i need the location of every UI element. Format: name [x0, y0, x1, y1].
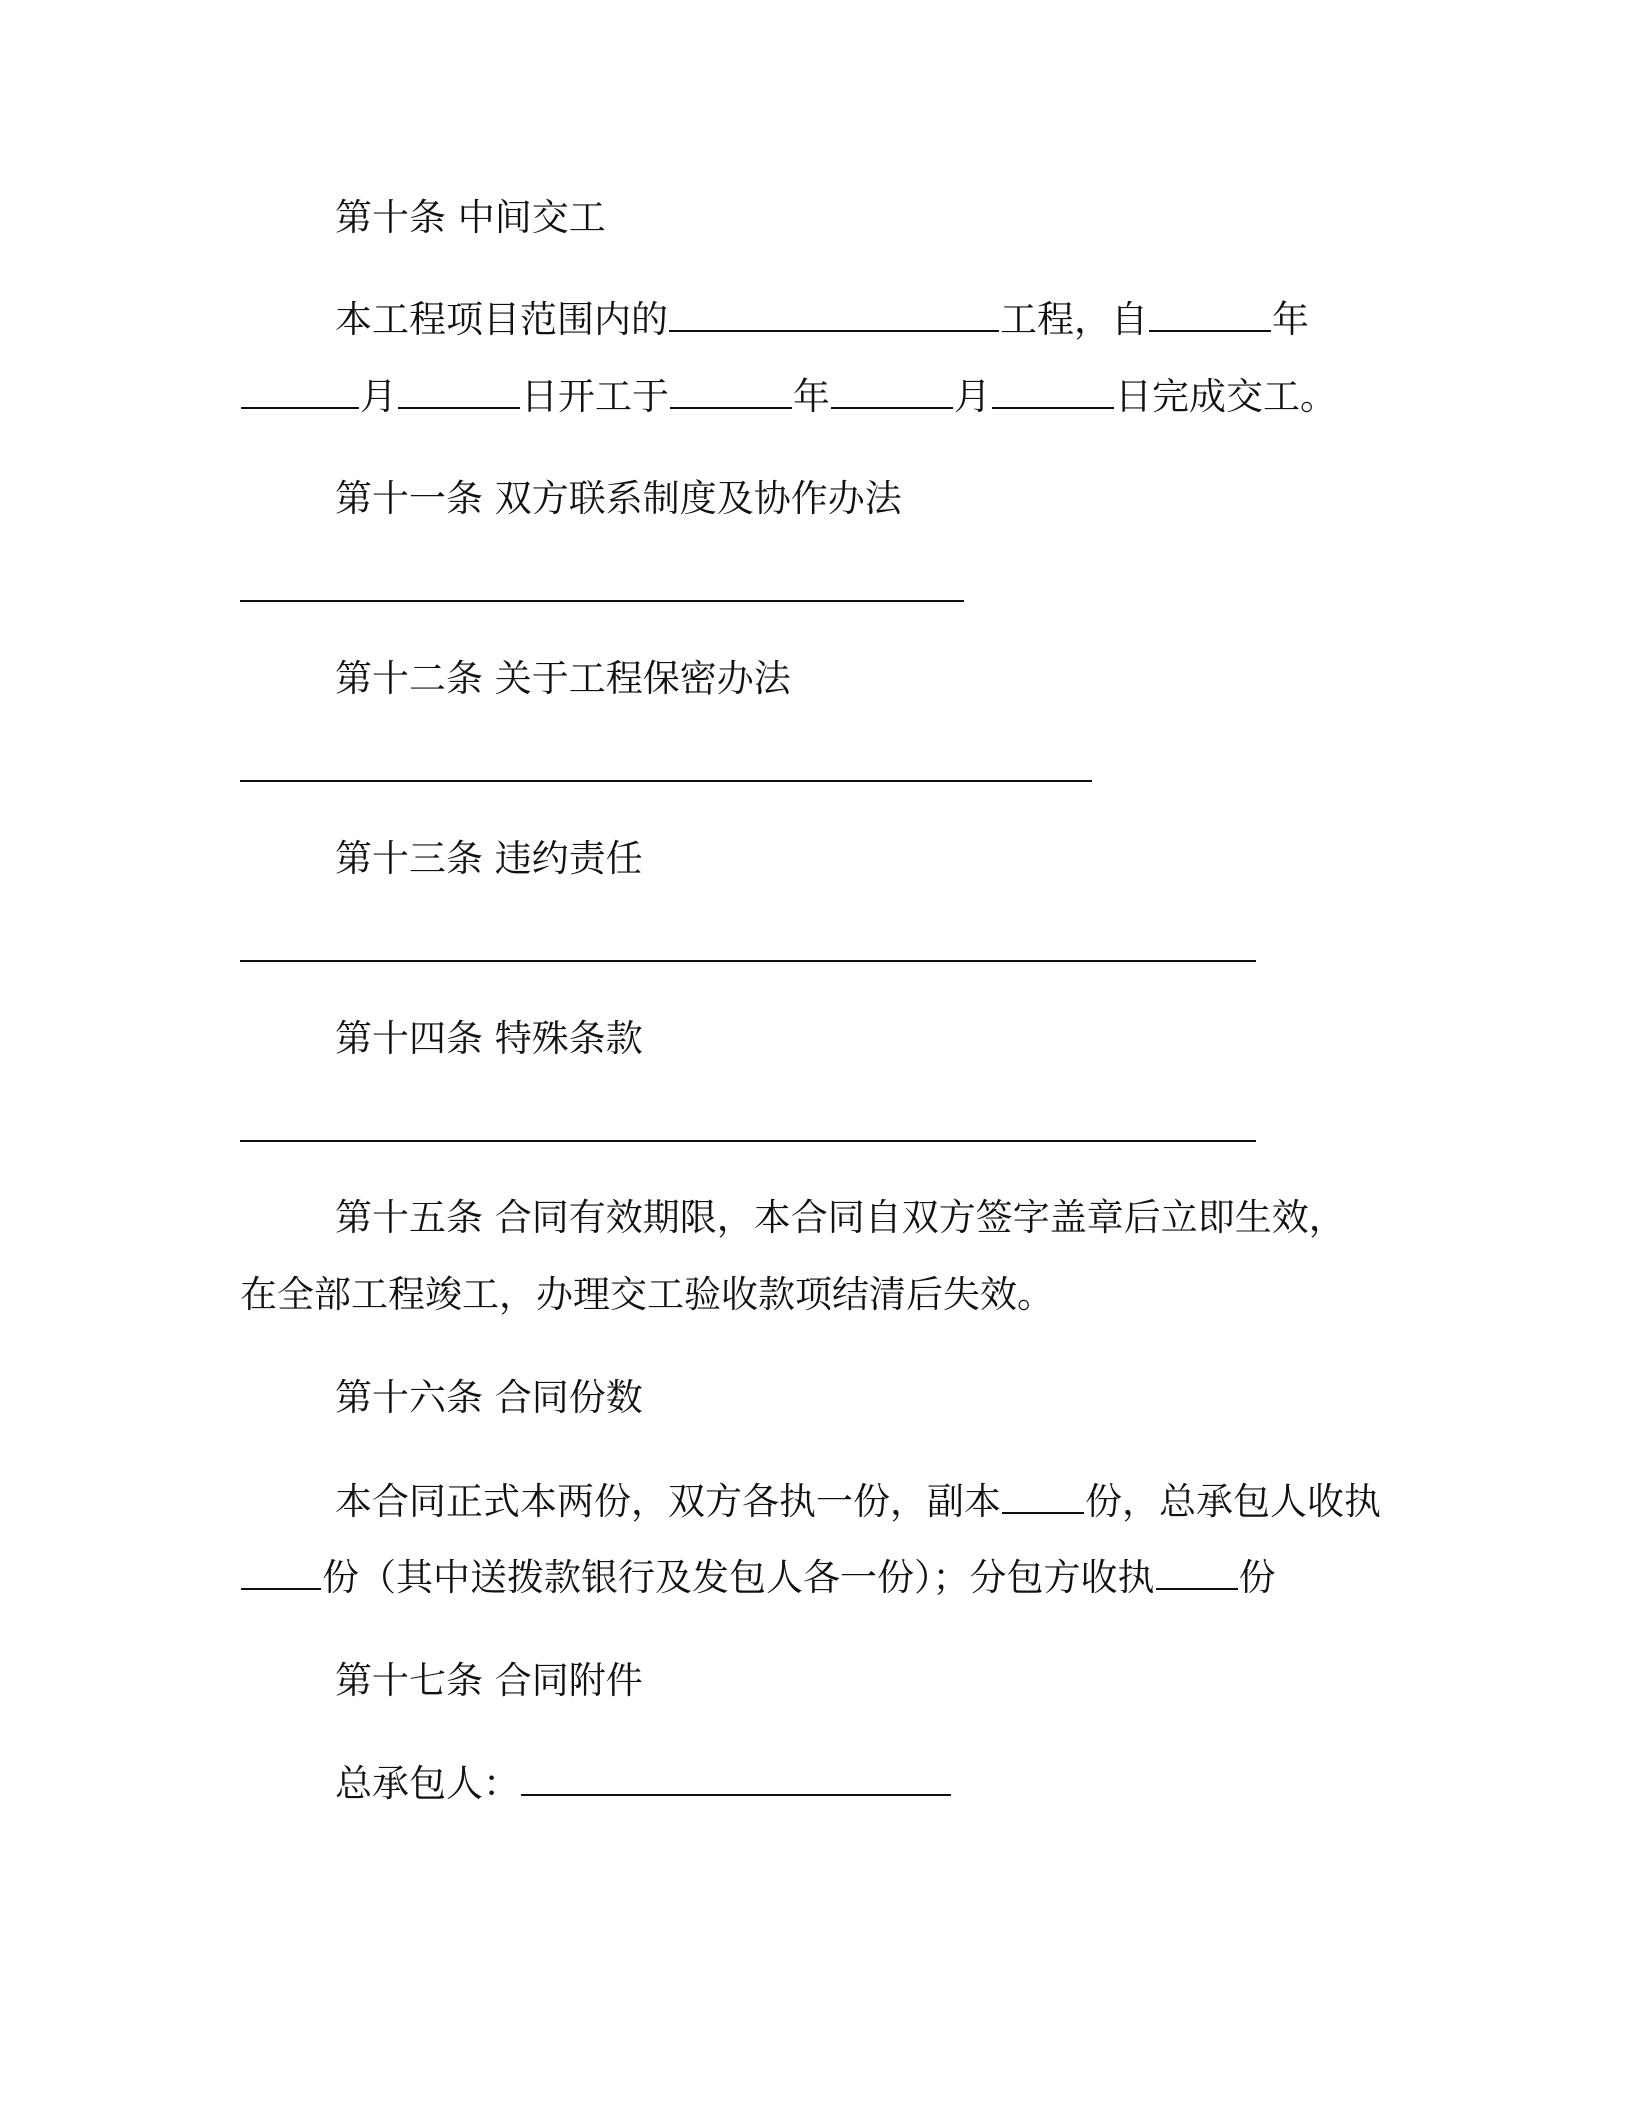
article-10-line-1	[335, 298, 1309, 342]
contractor-name-blank[interactable]	[521, 1762, 951, 1796]
month-label: 月	[360, 375, 397, 418]
article-12-blank-line[interactable]	[240, 780, 1092, 782]
start-month-blank[interactable]	[241, 375, 359, 409]
end-day-label: 日完成交工。	[1115, 375, 1337, 418]
start-day-blank[interactable]	[398, 375, 520, 409]
copies-blank[interactable]	[1002, 1480, 1084, 1514]
article-10-year-label: 年	[1272, 298, 1309, 341]
start-day-label: 日开工于	[521, 375, 669, 418]
end-day-blank[interactable]	[992, 375, 1114, 409]
contractor-label: 总承包人：	[335, 1762, 520, 1805]
article-14-heading: 第十四条 特殊条款	[335, 1017, 643, 1060]
article-10-mid: 工程，自	[1000, 298, 1148, 341]
article-15-line-1: 第十五条 合同有效期限，本合同自双方签字盖章后立即生效，	[335, 1196, 1346, 1239]
article-16-prefix: 本合同正式本两份，双方各执一份，副本	[335, 1480, 1001, 1523]
start-year-blank[interactable]	[1149, 298, 1271, 332]
article-16-line-1	[335, 1480, 1381, 1524]
article-11-heading: 第十一条 双方联系制度及协作办法	[335, 477, 902, 520]
article-17-heading: 第十七条 合同附件	[335, 1659, 643, 1702]
article-10-line-2	[240, 375, 1337, 419]
end-month-blank[interactable]	[831, 375, 953, 409]
article-16-mid: 份，总承包人收执	[1085, 1480, 1381, 1523]
project-name-blank[interactable]	[669, 298, 999, 332]
article-13-heading: 第十三条 违约责任	[335, 837, 643, 880]
article-13-blank-line[interactable]	[240, 960, 1256, 962]
article-16-line-2	[240, 1556, 1276, 1600]
subcontractor-copies-blank[interactable]	[1156, 1556, 1238, 1590]
article-11-blank-line[interactable]	[240, 600, 964, 602]
article-14-blank-line[interactable]	[240, 1140, 1256, 1142]
article-10-prefix: 本工程项目范围内的	[335, 298, 668, 341]
end-year-blank[interactable]	[670, 375, 792, 409]
year-label: 年	[793, 375, 830, 418]
article-10-heading: 第十条 中间交工	[335, 196, 606, 239]
article-16-mid-2: 份（其中送拨款银行及发包人各一份）；分包方收执	[322, 1556, 1155, 1599]
article-16-suffix: 份	[1238, 1556, 1276, 1599]
contractor-copies-blank[interactable]	[241, 1556, 321, 1590]
article-16-heading: 第十六条 合同份数	[335, 1376, 643, 1419]
article-15-line-2: 在全部工程竣工，办理交工验收款项结清后失效。	[240, 1273, 1054, 1316]
article-12-heading: 第十二条 关于工程保密办法	[335, 657, 791, 700]
contractor-signature-line	[335, 1762, 952, 1806]
month-label-2: 月	[954, 375, 991, 418]
